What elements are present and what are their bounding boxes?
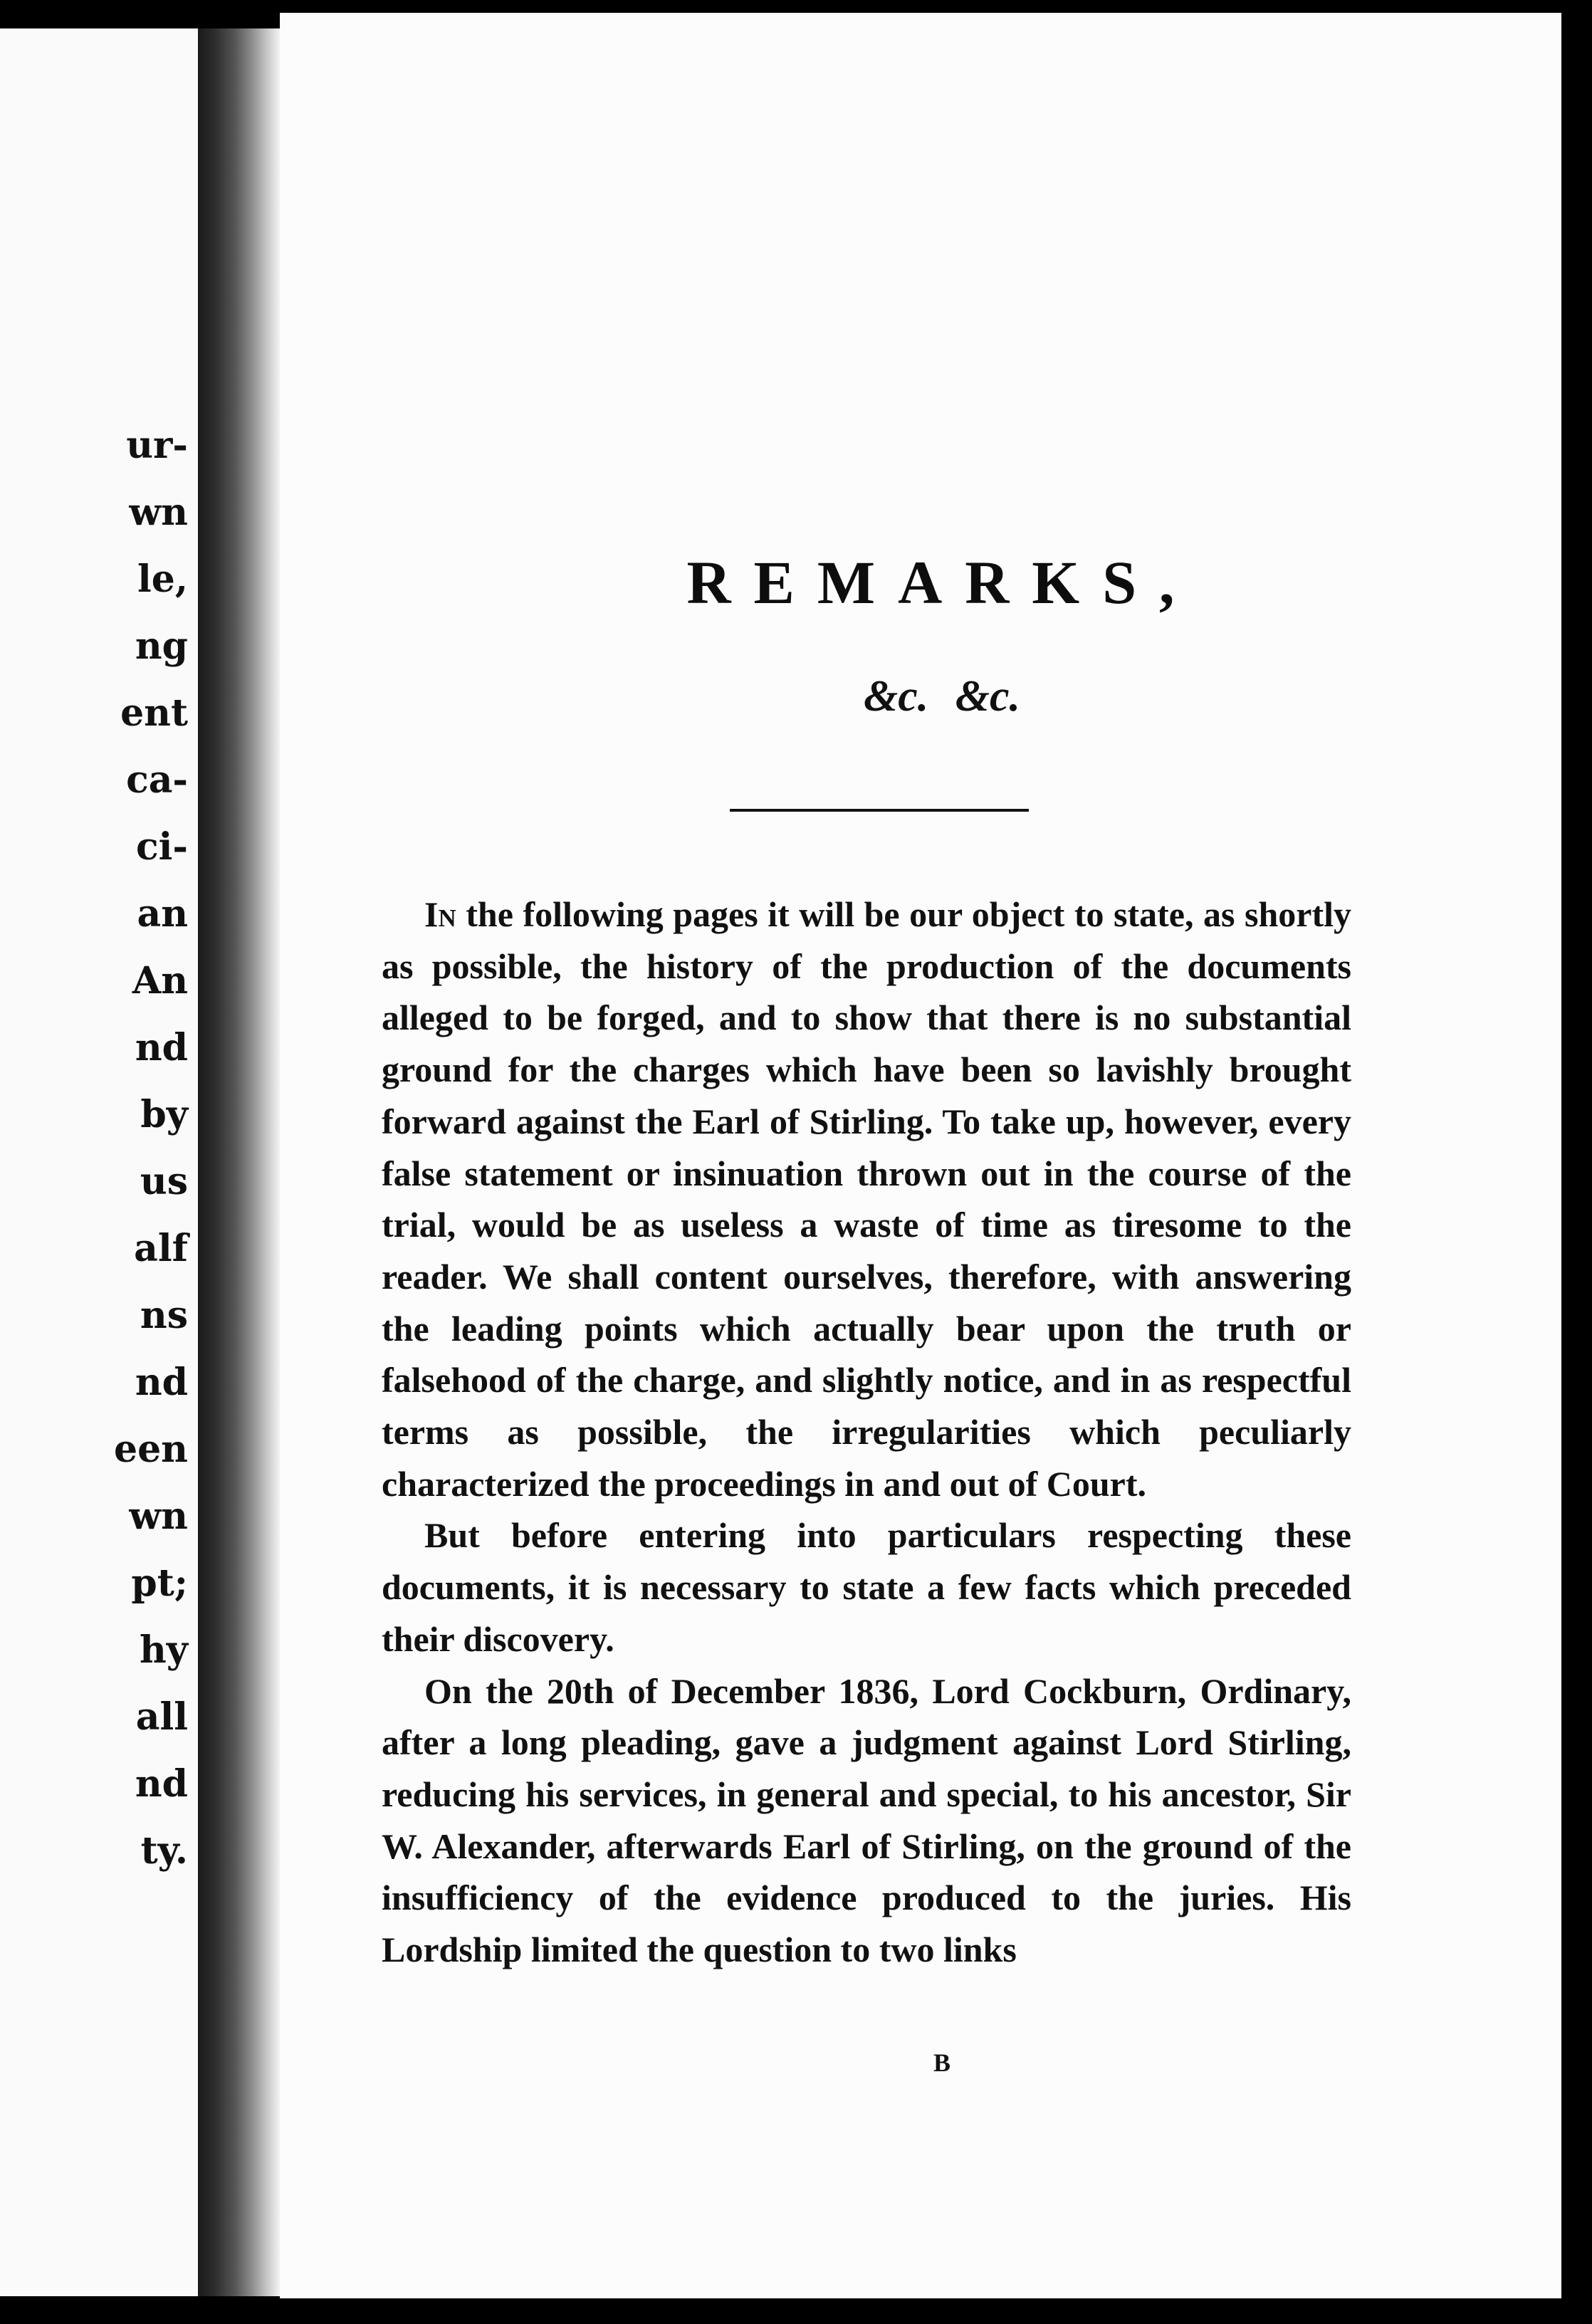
line-fragment: een <box>114 1428 188 1471</box>
line-fragment: nd <box>135 1026 188 1069</box>
paragraph-text: the following pages it will be our object to state, as shortly as possible, the history of the production of the documents alleged to be forged, and to show that there is no substantial ground for the charges which have been so lavishly brought forward against the Earl of Stirling. To take up, however, every false statement or insinuation thrown out in the course of the trial, would be as useless a waste of time as tiresome to the reader. We shall content ourselves, therefore, with answering the leading points which actually bear upon the truth or falsehood of the charge, and slightly notice, and in as respectful terms as possible, the irregularities which peculiarly characterized the proceedings in and out of Court. <box>382 894 1351 1504</box>
line-fragment: ng <box>135 624 188 668</box>
line-fragment: wn <box>129 491 188 534</box>
paragraph-text: But before entering into particulars respecting these documents, it is necessary to state a few facts which preceded their discovery. <box>382 1515 1351 1659</box>
line-fragment: an <box>137 892 188 936</box>
line-fragment: alf <box>134 1227 188 1270</box>
line-fragment: ur- <box>126 424 188 467</box>
main-page <box>280 13 1561 2298</box>
body-text <box>382 889 1351 1976</box>
line-fragment: ci- <box>136 825 188 869</box>
line-fragment: hy <box>139 1628 188 1672</box>
line-fragment: le, <box>137 558 188 601</box>
paragraph-text: On the 20th of December 1836, Lord Cockburn, Ordinary, after a long pleading, gave a judgment against Lord Stirling, reducing his services, in general and special, to his ancestor, Sir W. Alexander, afterwards Earl of Stirling, on the ground of the insufficiency of the evidence produced to the juries. His Lordship limited the question to two links <box>382 1670 1351 1970</box>
line-fragment: ent <box>120 691 188 735</box>
paragraph-lead-word: In <box>424 894 456 934</box>
line-fragment: nd <box>135 1361 188 1404</box>
page-subtitle: &c. &c. <box>864 672 1020 721</box>
title-divider-rule <box>730 809 1029 812</box>
page-title: REMARKS, <box>686 548 1198 617</box>
signature-mark: B <box>933 2048 951 2077</box>
line-fragment: us <box>140 1160 188 1203</box>
paragraph <box>382 1509 1351 1665</box>
line-fragment: nd <box>135 1762 188 1806</box>
paragraph <box>382 1665 1351 1976</box>
paragraph <box>382 889 1351 1509</box>
line-fragment: ty. <box>140 1829 188 1873</box>
line-fragment: An <box>132 959 188 1003</box>
line-fragment: ca- <box>126 758 188 802</box>
line-fragment: pt; <box>131 1561 188 1605</box>
book-gutter <box>198 28 280 2296</box>
line-fragment: wn <box>129 1495 188 1538</box>
line-fragment: ns <box>140 1294 188 1337</box>
line-fragment: all <box>135 1695 188 1739</box>
line-fragment: by <box>140 1093 188 1136</box>
previous-page-fragment <box>0 28 198 2296</box>
